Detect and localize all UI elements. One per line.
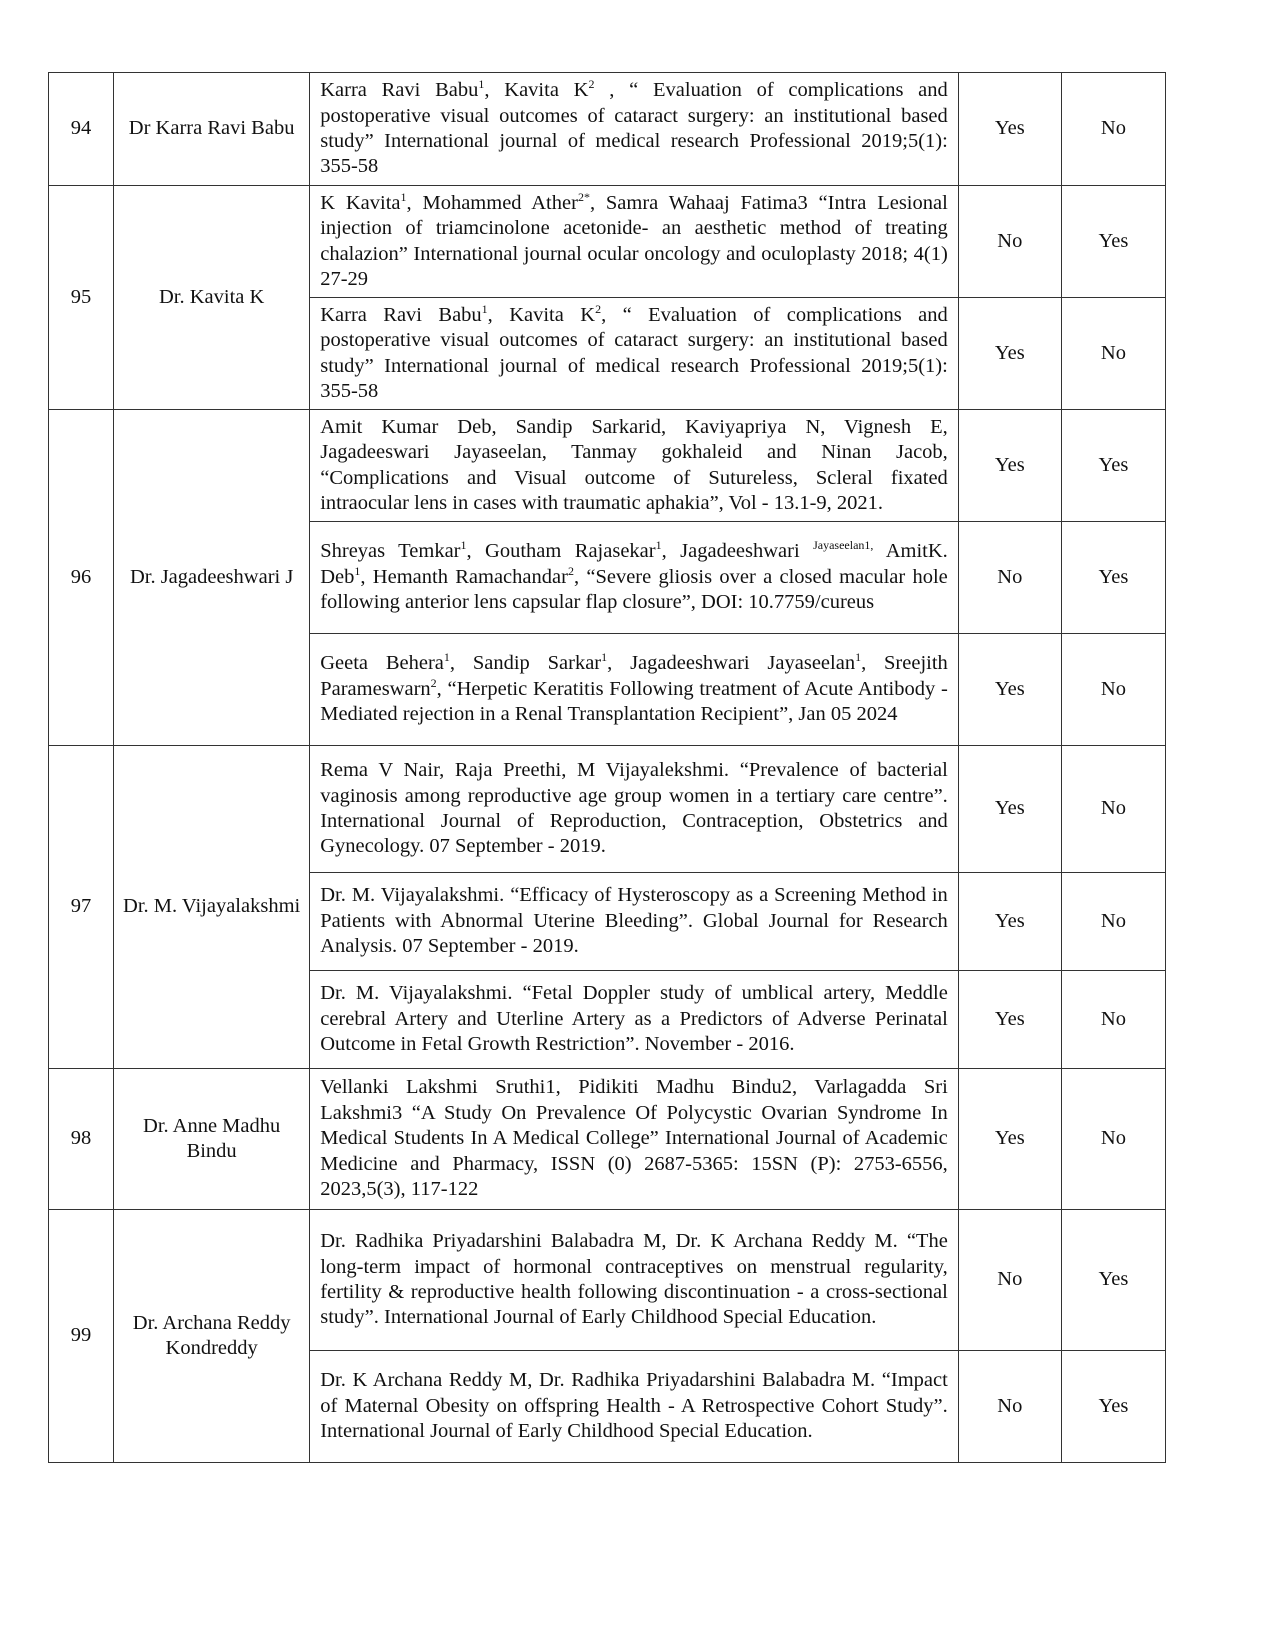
indexed-status-col2: No [1061,73,1165,186]
publication-citation [310,634,959,746]
citation-text: , Sandip Sarkar [449,652,602,675]
indexed-status-col1: Yes [958,410,1061,522]
serial-number: 98 [49,1069,114,1210]
citation-superscript: 2 [595,301,602,316]
indexed-status-col1: Yes [958,746,1061,873]
citation-text: , Hemanth Ramachandar [360,565,568,588]
publication-citation [310,971,959,1069]
citation-superscript: 2* [577,189,590,204]
citation-text: K Kavita [320,191,401,214]
indexed-status-col2: No [1061,1069,1165,1210]
indexed-status-col1: Yes [958,1069,1061,1210]
citation-text: Geeta Behera [320,652,444,675]
indexed-status-col2: Yes [1061,522,1165,634]
citation-superscript: 1 [601,650,608,665]
publications-table [48,72,1166,1463]
citation-text: , Samra Wahaaj Fatima3 “Intra Lesional injection of triamcinolone acetonide- an aesthetic method of treating chalazion” International journal ocular oncology and oculoplasty 2018; 4(1) 27-29 [320,191,948,290]
faculty-name: Dr. Anne Madhu Bindu [114,1069,310,1210]
citation-text: , Kavita K [487,303,596,326]
publication-citation [310,298,959,410]
indexed-status-col2: No [1061,746,1165,873]
table-row [49,73,1166,186]
table-row [49,186,1166,298]
citation-text: , Jagadeeshwari [661,540,814,563]
publication-citation [310,186,959,298]
citation-superscript: 2 [430,675,437,690]
citation-text: Dr. K Archana Reddy M, Dr. Radhika Priyadarshini Balabadra M. “Impact of Maternal Obesity on offspring Health - A Retrospective Cohort Study”. International Journal of Early Childhood Special Education. [320,1369,948,1443]
citation-superscript: 1 [481,301,488,316]
faculty-name: Dr. M. Vijayalakshmi [114,746,310,1069]
citation-superscript: 1 [354,563,361,578]
serial-number: 96 [49,410,114,746]
indexed-status-col2: No [1061,873,1165,971]
citation-text: Rema V Nair, Raja Preethi, M Vijayalekshmi. “Prevalence of bacterial vaginosis among reproductive age group women in a tertiary care centre”. International Journal of Reproduction, Contraception, Obstetrics and Gynecology. 07 September - 2019. [320,759,948,858]
publication-citation [310,522,959,634]
indexed-status-col2: Yes [1061,1351,1165,1463]
citation-text: , Kavita K [484,79,589,102]
indexed-status-col1: Yes [958,298,1061,410]
publication-citation [310,1351,959,1463]
publication-citation [310,410,959,522]
faculty-name: Dr. Kavita K [114,186,310,410]
publication-citation [310,1069,959,1210]
citation-text: , Mohammed Ather [406,191,578,214]
citation-text: , “ Evaluation of complications and postoperative visual outcomes of cataract surgery: an institutional based study” International journal of medical research Professional 2019;5(1): 355-58 [320,79,948,178]
citation-text: Karra Ravi Babu [320,303,482,326]
table-row [49,1210,1166,1351]
serial-number: 94 [49,73,114,186]
publication-citation [310,873,959,971]
citation-text: , Jagadeeshwari Jayaseelan [607,652,856,675]
citation-text: , “Severe gliosis over a closed macular hole following anterior lens capsular flap closure”, DOI: 10.7759/cureus [320,565,948,614]
indexed-status-col2: No [1061,298,1165,410]
citation-text: Karra Ravi Babu [320,79,479,102]
indexed-status-col2: Yes [1061,410,1165,522]
citation-text: Vellanki Lakshmi Sruthi1, Pidikiti Madhu Bindu2, Varlagadda Sri Lakshmi3 “A Study On Prevalence Of Polycystic Ovarian Syndrome In Medical Students In A Medical College” International Journal of Academic Medicine and Pharmacy, ISSN (0) 2687-5365: 15SN (P): 2753-6556, 2023,5(3), 117-122 [320,1076,948,1201]
citation-text: Dr. Radhika Priyadarshini Balabadra M, Dr. K Archana Reddy M. “The long-term impact of hormonal contraceptives on menstrual regularity, fertility & reproductive health following discontinuation - a cross-sectional study”. International Journal of Early Childhood Special Education. [320,1230,948,1329]
citation-text: , Goutham Rajasekar [466,540,656,563]
indexed-status-col1: Yes [958,73,1061,186]
indexed-status-col2: No [1061,971,1165,1069]
citation-text: AmitK. Deb [320,540,948,588]
faculty-name: Dr. Archana Reddy Kondreddy [114,1210,310,1463]
citation-superscript: 2 [588,77,595,92]
citation-text: Shreyas Temkar [320,540,461,563]
serial-number: 97 [49,746,114,1069]
citation-superscript: 1 [478,77,485,92]
indexed-status-col1: Yes [958,873,1061,971]
citation-superscript: 1 [460,538,467,553]
table-row [49,1069,1166,1210]
indexed-status-col1: No [958,186,1061,298]
table-row [49,746,1166,873]
indexed-status-col2: Yes [1061,186,1165,298]
publication-citation [310,1210,959,1351]
indexed-status-col1: Yes [958,634,1061,746]
citation-text: Dr. M. Vijayalakshmi. “Efficacy of Hysteroscopy as a Screening Method in Patients with Abnormal Uterine Bleeding”. Global Journal for Research Analysis. 07 September - 2019. [320,884,948,958]
indexed-status-col1: No [958,1210,1061,1351]
faculty-name: Dr. Jagadeeshwari J [114,410,310,746]
table-row [49,410,1166,522]
citation-text: , “Herpetic Keratitis Following treatment of Acute Antibody - Mediated rejection in a Renal Transplantation Recipient”, Jan 05 2024 [320,677,948,726]
serial-number: 99 [49,1210,114,1463]
publication-citation [310,746,959,873]
publication-citation [310,73,959,186]
indexed-status-col1: No [958,1351,1061,1463]
serial-number: 95 [49,186,114,410]
citation-superscript: 1 [655,538,662,553]
citation-text: Dr. M. Vijayalakshmi. “Fetal Doppler study of umblical artery, Meddle cerebral Artery and Uterline Artery as a Predictors of Adverse Perinatal Outcome in Fetal Growth Restriction”. November - 2016. [320,982,948,1056]
indexed-status-col1: No [958,522,1061,634]
citation-superscript: 1 [443,650,450,665]
citation-text: Amit Kumar Deb, Sandip Sarkarid, Kaviyapriya N, Vignesh E, Jagadeeswari Jayaseelan, Tanmay gokhaleid and Ninan Jacob, “Complications and Visual outcome of Sutureless, Scleral fixated intraocular lens in cases with traumatic aphakia”, Vol - 13.1-9, 2021. [320,415,948,514]
citation-superscript: 1 [855,650,862,665]
citation-text: , “ Evaluation of complications and postoperative visual outcomes of cataract surgery: an institutional based study” International journal of medical research Professional 2019;5(1): 355-58 [320,303,948,402]
publications-table-body [49,73,1166,1463]
citation-superscript: 1 [400,189,407,204]
citation-superscript: Jayaseelan1, [813,538,874,553]
indexed-status-col1: Yes [958,971,1061,1069]
faculty-name: Dr Karra Ravi Babu [114,73,310,186]
citation-text: , Sreejith Parameswarn [320,652,948,700]
indexed-status-col2: No [1061,634,1165,746]
indexed-status-col2: Yes [1061,1210,1165,1351]
citation-superscript: 2 [567,563,574,578]
